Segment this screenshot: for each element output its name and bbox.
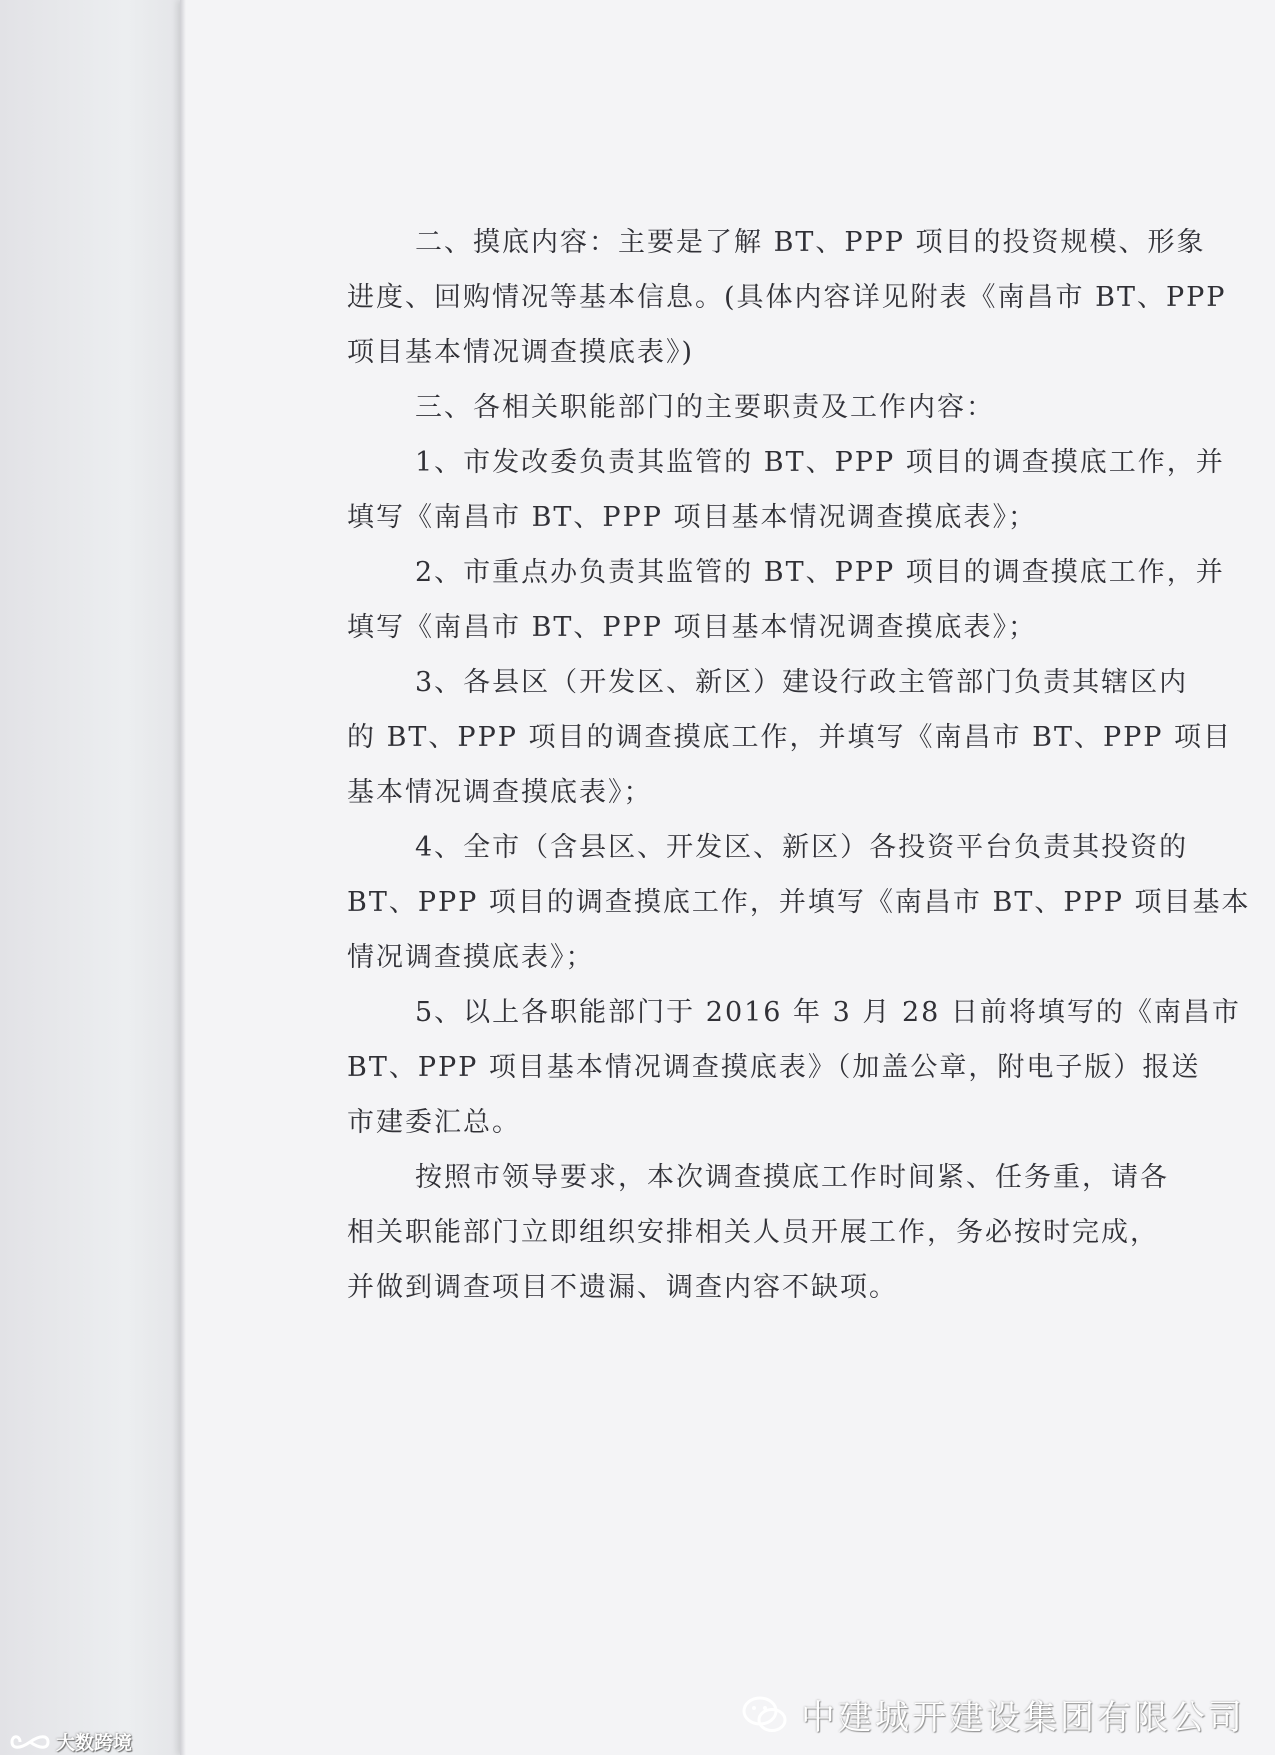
text-line: 并做到调查项目不遗漏、调查内容不缺项。: [347, 1272, 898, 1303]
text-line: 4、全市（含县区、开发区、新区）各投资平台负责其投资的: [415, 832, 1189, 863]
corner-logo-text: 大数跨境: [56, 1732, 133, 1754]
text-line: 相关职能部门立即组织安排相关人员开展工作，务必按时完成，: [347, 1217, 1159, 1248]
text-line: 1、市发改委负责其监管的 BT、PPP 项目的调查摸底工作，并: [415, 447, 1225, 478]
corner-logo: [10, 1728, 132, 1755]
wechat-icon: [741, 1695, 789, 1735]
text-line: 项目基本情况调查摸底表》): [347, 337, 695, 368]
watermark-company-name: 中建城开建设集团有限公司: [801, 1698, 1245, 1738]
underlying-page: [0, 0, 180, 1755]
text-line: 的 BT、PPP 项目的调查摸底工作，并填写《南昌市 BT、PPP 项目: [347, 722, 1233, 753]
document-page: [180, 0, 1275, 1755]
text-line: 市建委汇总。: [347, 1107, 521, 1138]
company-watermark: [741, 1690, 1245, 1739]
text-line: 三、各相关职能部门的主要职责及工作内容：: [415, 392, 995, 423]
text-line: 填写《南昌市 BT、PPP 项目基本情况调查摸底表》；: [347, 502, 1038, 533]
text-line: BT、PPP 项目的调查摸底工作，并填写《南昌市 BT、PPP 项目基本: [347, 887, 1251, 918]
infinity-logo-icon: [10, 1732, 50, 1752]
text-line: 5、以上各职能部门于 2016 年 3 月 28 日前将填写的《南昌市: [415, 997, 1241, 1028]
text-line: 3、各县区（开发区、新区）建设行政主管部门负责其辖区内: [415, 667, 1189, 698]
text-line: 二、摸底内容：主要是了解 BT、PPP 项目的投资规模、形象: [415, 227, 1206, 258]
text-line: 基本情况调查摸底表》；: [347, 777, 653, 808]
text-line: 情况调查摸底表》；: [347, 942, 595, 973]
text-line: 按照市领导要求，本次调查摸底工作时间紧、任务重，请各: [415, 1162, 1169, 1193]
text-line: 2、市重点办负责其监管的 BT、PPP 项目的调查摸底工作，并: [415, 557, 1225, 588]
text-line: 填写《南昌市 BT、PPP 项目基本情况调查摸底表》；: [347, 612, 1038, 643]
text-line: 进度、回购情况等基本信息。(具体内容详见附表《南昌市 BT、PPP: [347, 282, 1227, 313]
document-body: [347, 215, 1275, 1315]
text-line: BT、PPP 项目基本情况调查摸底表》（加盖公章，附电子版）报送: [347, 1052, 1201, 1083]
